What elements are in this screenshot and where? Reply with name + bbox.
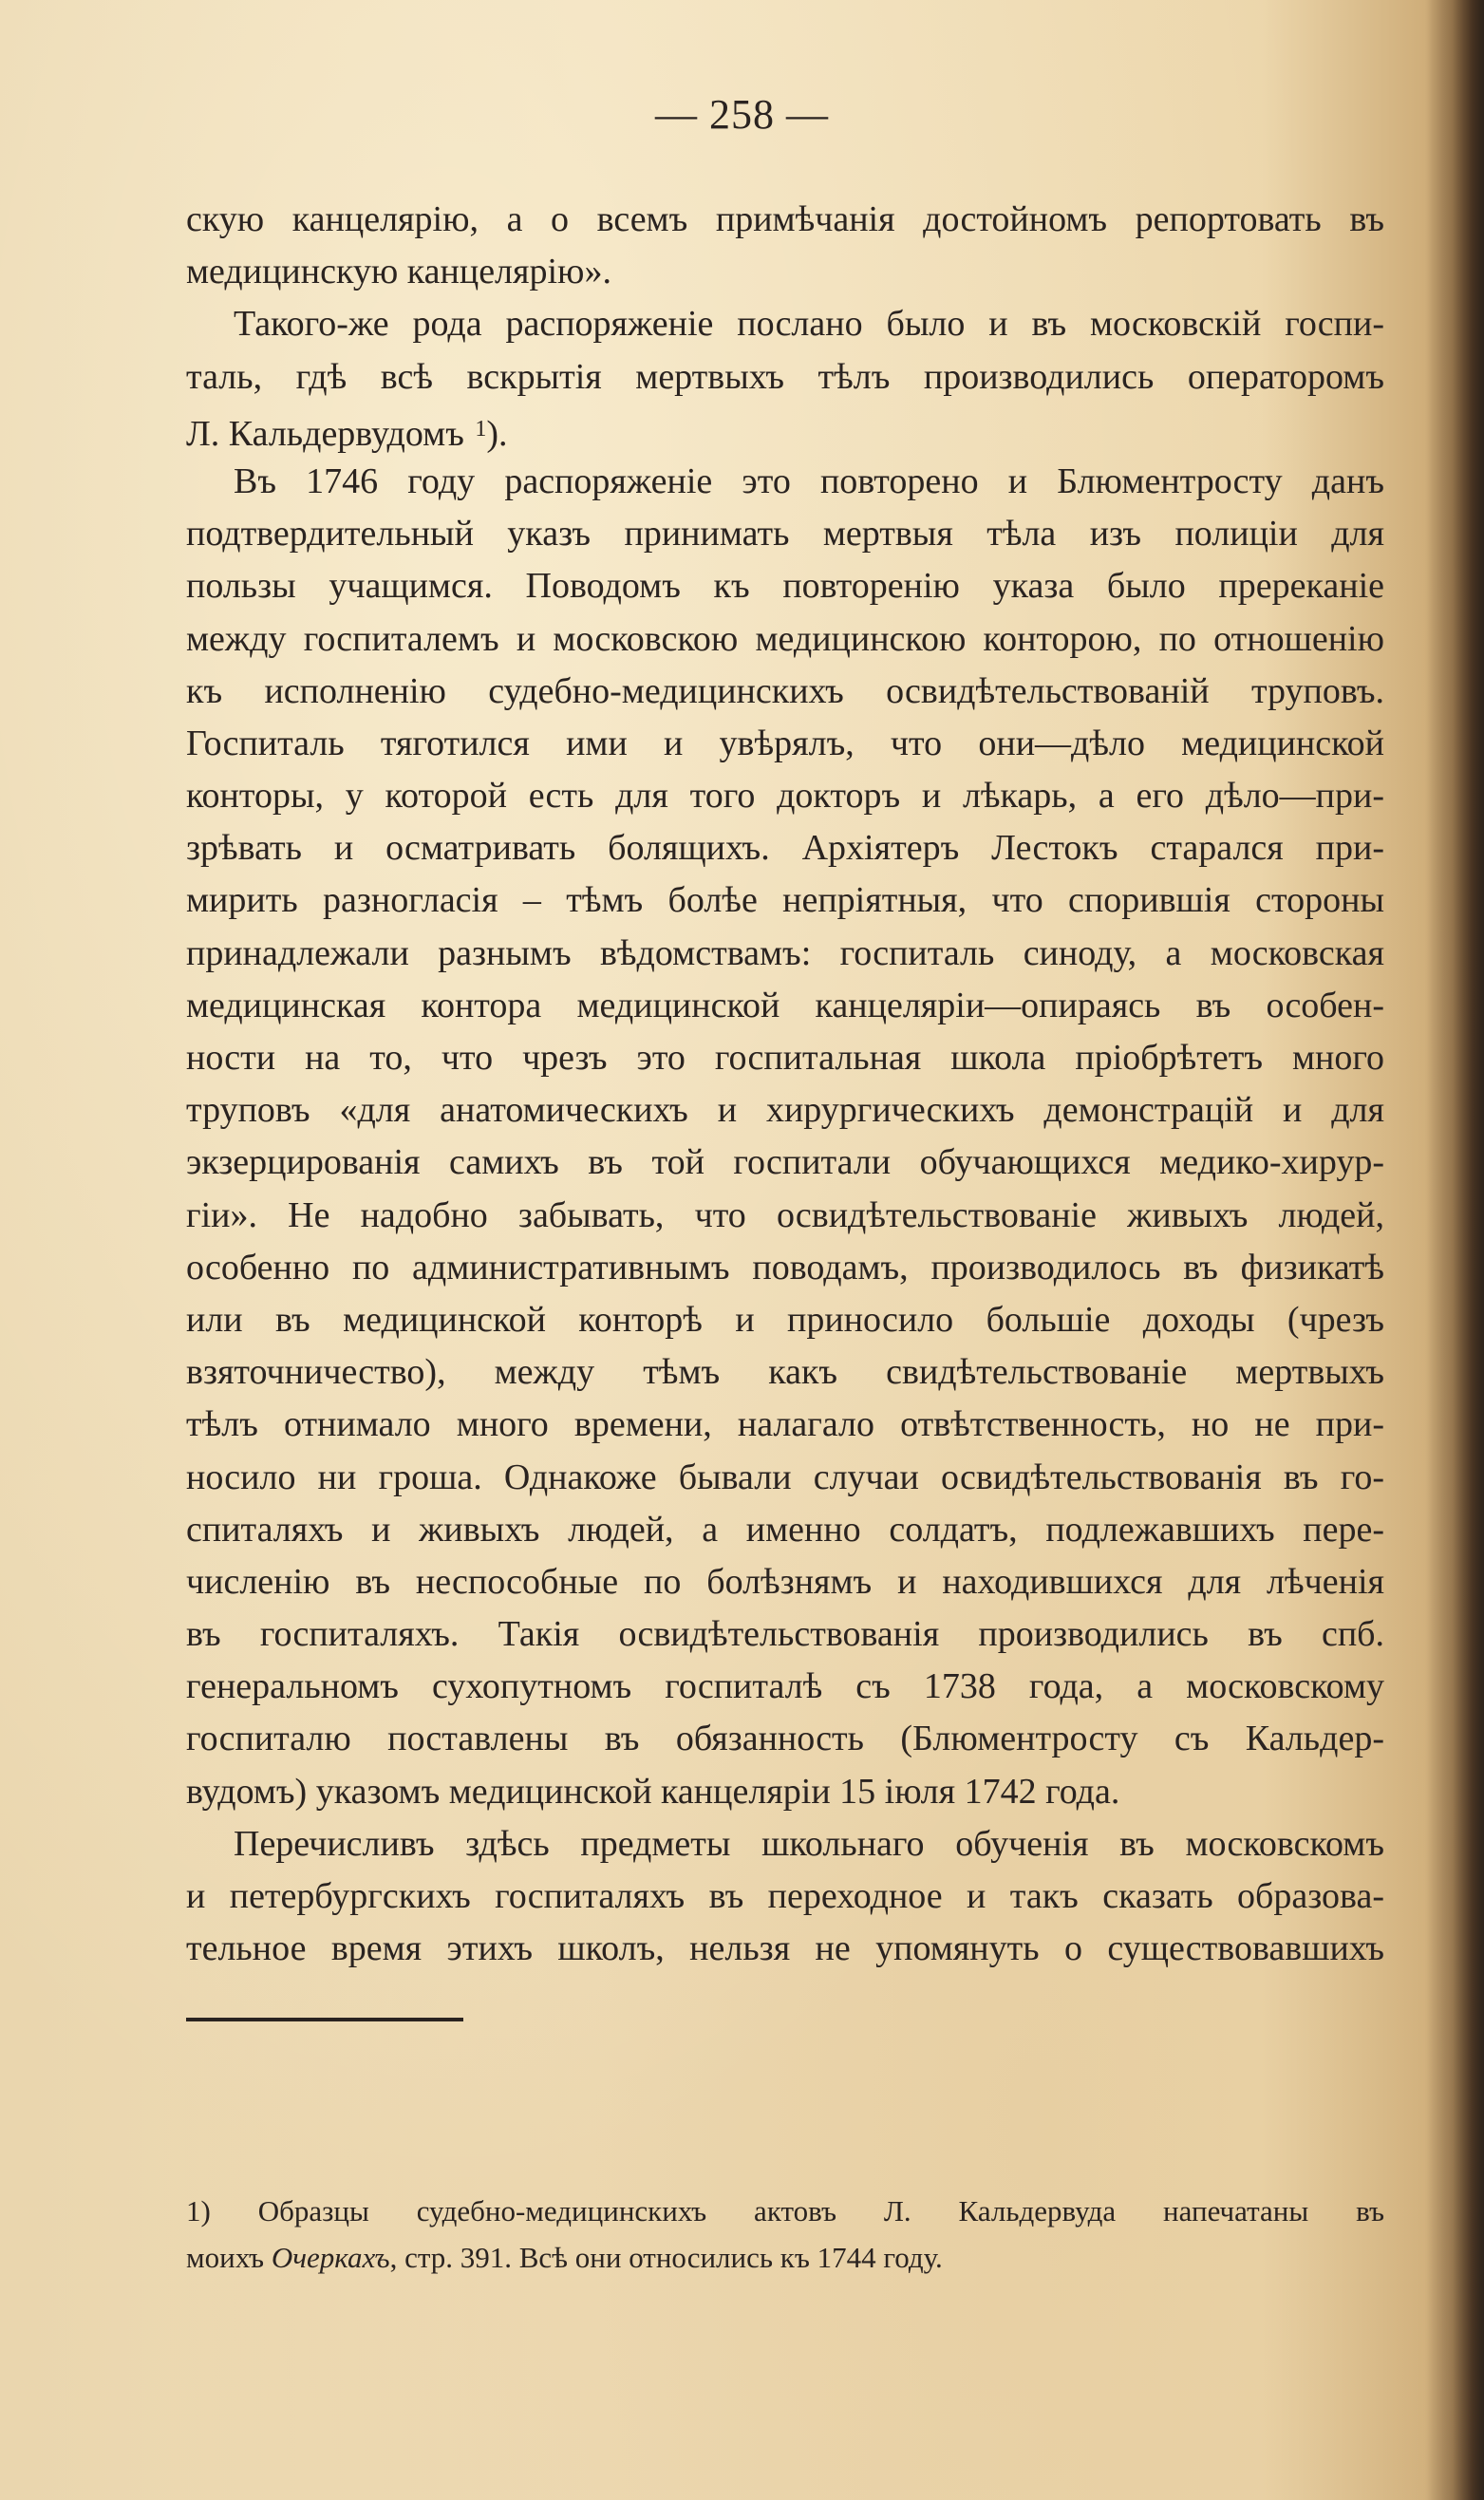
footnote-divider <box>186 2018 463 2021</box>
footnote-italic-title: Очеркахъ <box>271 2241 390 2274</box>
text-line: численію въ неспособные по болѣзнямъ и находившихся для лѣченія <box>186 1561 1384 1602</box>
footnote-text: , стр. 391. Всѣ они относились къ 1744 году. <box>389 2241 943 2274</box>
footnote-line <box>186 2234 1384 2281</box>
text-line: подтвердительный указъ принимать мертвыя тѣла изъ полиціи для <box>186 514 1384 555</box>
text-line: труповъ «для анатомическихъ и хирургическихъ демонстрацій и для <box>186 1090 1384 1131</box>
text-line: пользы учащимся. Поводомъ къ повторенію указа было пререканіе <box>186 566 1384 607</box>
text-line: зрѣвать и осматривать болящихъ. Архіятеръ Лестокъ старался при- <box>186 828 1384 869</box>
text-line: таль, гдѣ всѣ вскрытія мертвыхъ тѣлъ производились операторомъ <box>186 356 1384 397</box>
text-line: между госпиталемъ и московскою медицинскою конторою, по отношенію <box>186 618 1384 659</box>
text-line: госпиталю поставлены въ обязанность (Блюментросту съ Кальдер- <box>186 1719 1384 1759</box>
text-span: Л. Кальдервудомъ <box>186 413 474 454</box>
text-line: особенно по административнымъ поводамъ, производилось въ физикатѣ <box>186 1247 1384 1288</box>
body-text <box>186 194 1384 1975</box>
text-line: генеральномъ сухопутномъ госпиталѣ съ 1738 года, а московскому <box>186 1666 1384 1707</box>
text-line: мирить разногласія – тѣмъ болѣе непріятныя, что спорившія стороны <box>186 880 1384 921</box>
text-line: тѣлъ отнимало много времени, налагало отвѣтственность, но не при- <box>186 1404 1384 1445</box>
text-line: скую канцелярію, а о всемъ примѣчанія достойномъ репортовать въ <box>186 199 1384 239</box>
footnote-reference[interactable]: 1 <box>475 416 487 442</box>
text-line-with-footnote-ref <box>186 404 1384 456</box>
text-line: или въ медицинской конторѣ и приносило большіе доходы (чрезъ <box>186 1299 1384 1340</box>
footnote-text: Образцы судебно-медицинскихъ актовъ Л. Кальдервуда напечатаны въ <box>257 2194 1384 2227</box>
text-line: къ исполненію судебно-медицинскихъ освидѣтельствованій труповъ. <box>186 670 1384 711</box>
text-line: гіи». Не надобно забывать, что освидѣтельствованіе живыхъ людей, <box>186 1194 1384 1235</box>
footnote <box>186 2188 1384 2281</box>
footnote-marker: 1) <box>186 2194 211 2227</box>
book-spine-shadow <box>1427 0 1484 2500</box>
text-line: и петербургскихъ госпиталяхъ въ переходное и такъ сказать образова- <box>186 1876 1384 1916</box>
text-line: взяточничество), между тѣмъ какъ свидѣтельствованіе мертвыхъ <box>186 1352 1384 1393</box>
page-number: — 258 — <box>655 91 829 138</box>
text-line: вудомъ) указомъ медицинской канцеляріи 15 іюля 1742 года. <box>186 1771 1120 1812</box>
text-line: спиталяхъ и живыхъ людей, а именно солдатъ, подлежавшихъ пере- <box>186 1509 1384 1550</box>
text-line: тельное время этихъ школъ, нельзя не упомянуть о существовавшихъ <box>186 1928 1384 1969</box>
text-line: Перечисливъ здѣсь предметы школьнаго обученія въ московскомъ <box>234 1823 1384 1864</box>
text-line: Такого-же рода распоряженіе послано было и въ московскій госпи- <box>234 304 1384 345</box>
text-line: Госпиталь тяготился ими и увѣрялъ, что они—дѣло медицинской <box>186 723 1384 763</box>
text-line: конторы, у которой есть для того докторъ и лѣкарь, а его дѣло—при- <box>186 776 1384 817</box>
text-line: ности на то, что чрезъ это госпитальная школа пріобрѣтетъ много <box>186 1038 1384 1078</box>
text-line: носило ни гроша. Однакоже бывали случаи освидѣтельствованія въ го- <box>186 1457 1384 1497</box>
text-line: медицинская контора медицинской канцеляріи—опираясь въ особен- <box>186 985 1384 1025</box>
text-line: въ госпиталяхъ. Такія освидѣтельствованія производились въ спб. <box>186 1614 1384 1655</box>
text-span: ). <box>486 413 508 454</box>
text-line: медицинскую канцелярію». <box>186 252 611 292</box>
text-line: принадлежали разнымъ вѣдомствамъ: госпиталь синоду, а московская <box>186 932 1384 973</box>
footnote-line <box>186 2188 1384 2234</box>
text-line: Въ 1746 году распоряженіе это повторено и Блюментросту данъ <box>234 461 1384 501</box>
text-line: экзерцированія самихъ въ той госпитали обучающихся медико-хирур- <box>186 1142 1384 1183</box>
footnote-text: моихъ <box>186 2241 272 2274</box>
